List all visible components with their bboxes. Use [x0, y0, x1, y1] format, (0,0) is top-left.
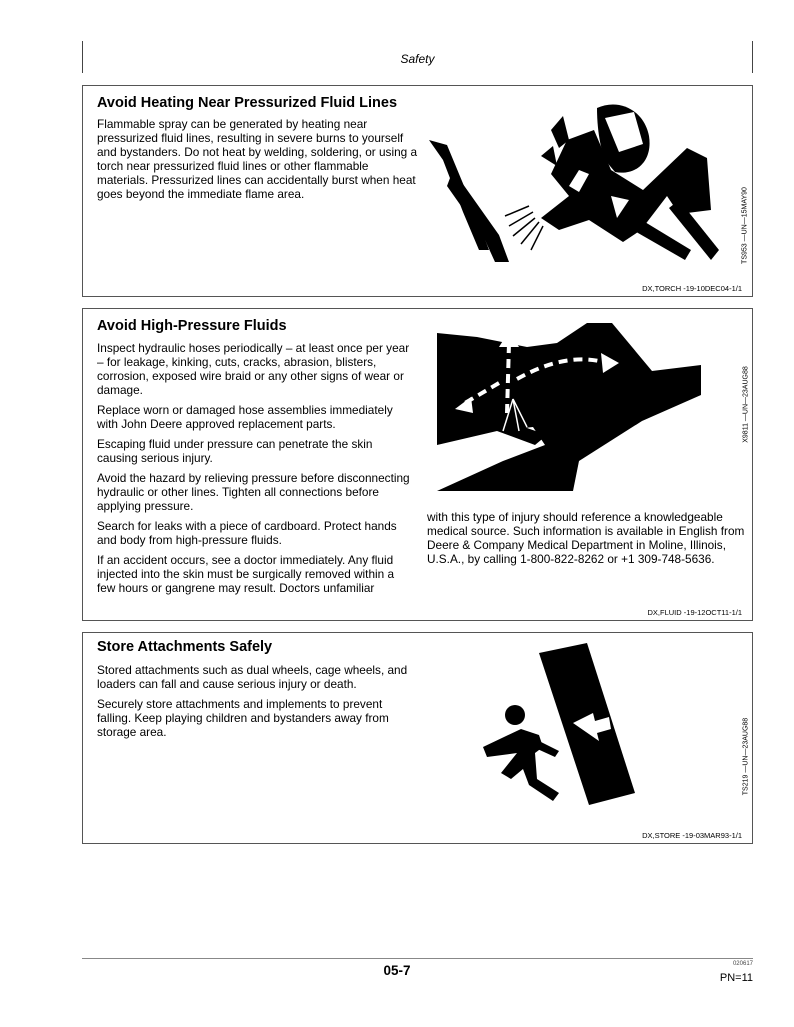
safety-block-heating: [82, 85, 753, 297]
paragraph: Stored attachments such as dual wheels, cage wheels, and loaders can fall and cause serious injury or death.: [97, 663, 408, 691]
safety-block-store: [82, 632, 753, 844]
block-title: Avoid High-Pressure Fluids: [97, 318, 287, 334]
safety-block-fluids: [82, 308, 753, 621]
hand-fluid-jet-icon: [437, 323, 701, 491]
running-header: [82, 41, 753, 73]
paragraph: Inspect hydraulic hoses periodically – at least once per year – for leakage, kinking, cuts, cracks, abrasion, blisters, corrosion, exposed wire braid or any other signs of wear or damage.: [97, 341, 410, 397]
block-text: [97, 663, 415, 745]
reference-code: DX,TORCH -19-10DEC04-1/1: [642, 284, 742, 293]
figure-id: X9811 —UN—23AUG88: [742, 366, 750, 443]
figure-id: TS219 —UN—23AUG88: [742, 717, 750, 796]
welder-torch-icon: [429, 100, 719, 268]
page-number: 05-7: [383, 963, 411, 978]
paragraph: If an accident occurs, see a doctor immediately. Any fluid injected into the skin must be surgically removed within a few hours or gangrene may result. Doctors unfamiliar: [97, 553, 395, 595]
paragraph: with this type of injury should reference a knowledgeable medical source. Such information is available in English from Deere & Company Medical Department in Moline, Illinois, U.S.A., by calling 1-800-822-8262 or +1 309-748-5636.: [427, 510, 745, 566]
paragraph: Search for leaks with a piece of cardboard. Protect hands and body from high-pressure fluids.: [97, 519, 397, 547]
footer-code: 020617: [732, 961, 753, 967]
paragraph: Escaping fluid under pressure can penetrate the skin causing serious injury.: [97, 437, 373, 465]
block-text: [97, 341, 415, 601]
reference-code: DX,FLUID -19-12OCT11-1/1: [647, 608, 742, 617]
block-title: Avoid Heating Near Pressurized Fluid Lines: [97, 95, 398, 111]
block-text: [97, 117, 419, 207]
falling-attachment-icon: [477, 643, 637, 808]
block-text-continued: [427, 510, 745, 572]
figure-id: TS953 —UN—15MAY90: [741, 187, 749, 264]
footer-rule: [82, 958, 753, 959]
paragraph: Replace worn or damaged hose assemblies immediately with John Deere approved replacement parts.: [97, 403, 393, 431]
reference-code: DX,STORE -19-03MAR93-1/1: [642, 831, 742, 840]
block-title: Store Attachments Safely: [97, 639, 273, 655]
page-pn: PN=11: [719, 972, 753, 984]
section-title: Safety: [400, 52, 435, 66]
paragraph: Securely store attachments and implements to prevent falling. Keep playing children and bystanders away from storage area.: [97, 697, 389, 739]
paragraph: Avoid the hazard by relieving pressure before disconnecting hydraulic or other lines. Tighten all connections before applying pressure.: [97, 471, 410, 513]
paragraph: Flammable spray can be generated by heating near pressurized fluid lines, resulting in severe burns to yourself and bystanders. Do not heat by welding, soldering, or using a torch near pressurized fluid lines or other flammable materials. Pressurized lines can accidentally burst when heat goes beyond the immediate flame area.: [97, 117, 418, 201]
